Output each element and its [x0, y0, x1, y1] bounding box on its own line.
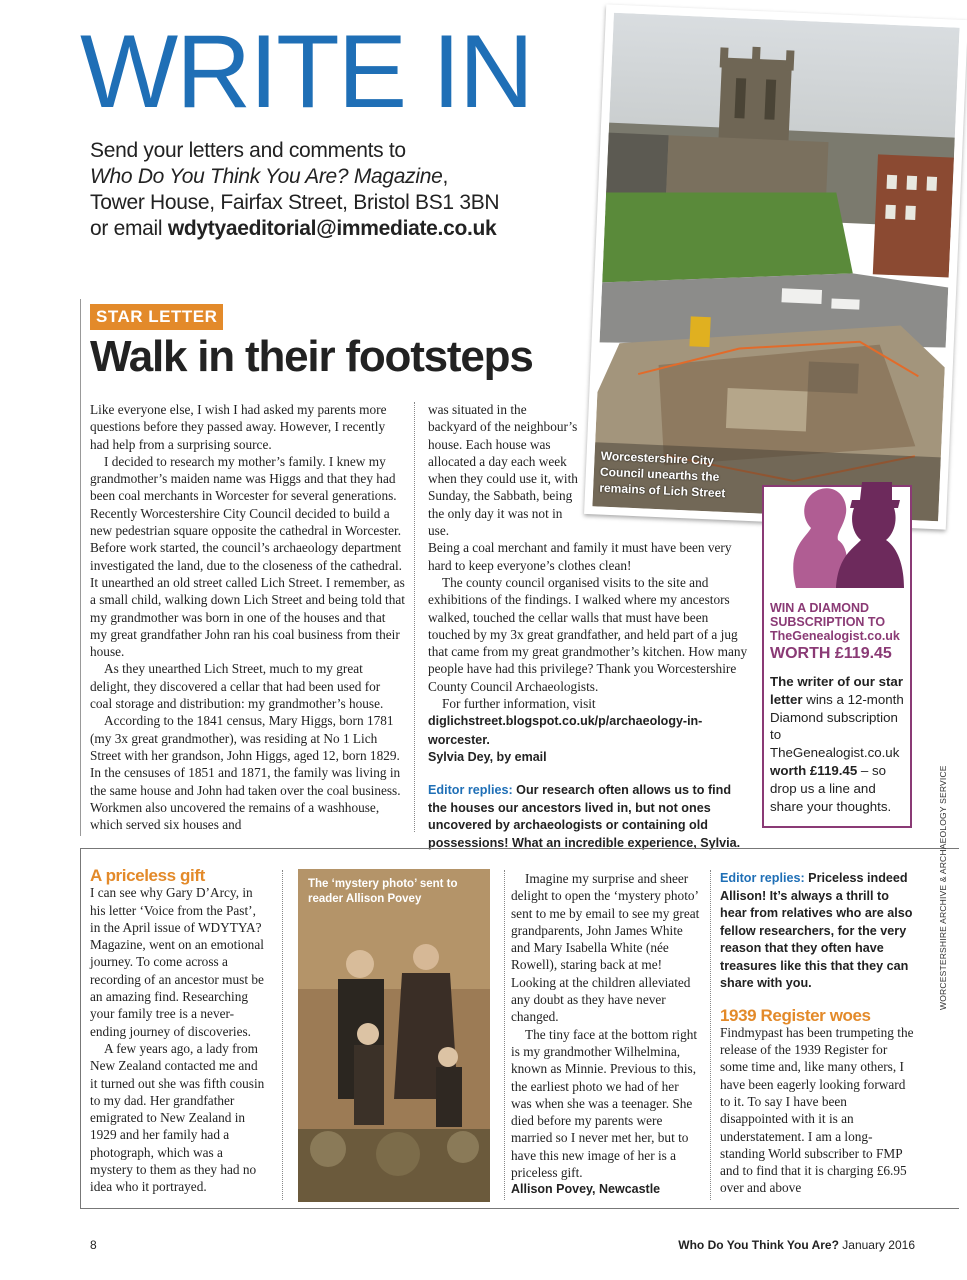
paragraph: For further information, visit diglichstreet.blogspot.co.uk/p/archaeology-in-worcester.: [428, 696, 703, 747]
paragraph: I can see why Gary D’Arcy, in his letter ‘Voice from the Past’, in the April issue of WDYTYA? Magazine, went on an emotional journey. To come across a recording of an ancestor must be an amazing find. Researching your family tree is a never-ending journey of discoveries.: [90, 885, 264, 1039]
body-bold: worth £119.45: [770, 762, 858, 778]
column-divider: [282, 870, 283, 1200]
paragraph: Like everyone else, I wish I had asked my parents more questions before they passed away. However, I recently had help from a surprising source.: [90, 402, 387, 452]
column-divider: [414, 402, 415, 832]
letter-signature: Sylvia Dey, by email: [428, 749, 547, 764]
footer-issue: January 2016: [838, 1238, 915, 1252]
photo-credit: WORCESTERSHIRE ARCHIVE & ARCHAEOLOGY SERVICE: [938, 765, 948, 1010]
paragraph: I decided to research my mother’s family. I knew my grandmother’s maiden name was Higgs and that they had been coal merchants in Worcester for several generations. Recently Worcestershire City Council decided to build a new pedestrian square opposite the cathedral in Worcester. Before work started, the council’s archaeology department investigated the land, due to the closeness of the cathedral. It unearthed an old street called Lich Street. I remember, as a small child, walking down Lich Street and being told that my grandmother was born in one of the houses and that my great grandfather John ran his coal business from their house.: [90, 453, 405, 660]
paragraph: Imagine my surprise and sheer delight to open the ‘mystery photo’ sent to me by email to see my great grandparents, John James White and Mary Isabella White (née Rowell), staring back at me! Looking at the children alleviated any doubt as they have never changed.: [511, 871, 700, 1025]
paragraph: Being a coal merchant and family it must have been very hard to keep everyone’s clothes clean!: [428, 540, 732, 573]
editor-reply: [720, 870, 915, 993]
body-bold: The writer of our star letter: [770, 674, 903, 707]
star-letter-column-2: [428, 401, 748, 852]
subscription-heading: WIN A DIAMOND SUBSCRIPTION TO: [770, 601, 886, 629]
postal-address: Tower House, Fairfax Street, Bristol BS1 3BN: [90, 191, 500, 214]
star-letter-rule: [80, 299, 81, 836]
link-intro: For further information, visit: [442, 696, 596, 712]
letter-signature: Allison Povey, Newcastle: [511, 1182, 661, 1197]
body-text: wins a 12-month Diamond subscription to TheGenealogist.co.uk: [770, 691, 904, 761]
submission-info: [90, 138, 610, 242]
subscription-text: [770, 601, 910, 815]
paragraph: A few years ago, a lady from New Zealand contacted me and it turned out she was fifth cousin to my dad. Her grandfather emigrated to New Zealand in 1929 and her family had a photograph, which was a mystery to them as they had no idea who it portrayed.: [90, 1040, 265, 1195]
star-letter-column-1: [90, 401, 405, 833]
page-title: WRITE IN: [80, 14, 532, 130]
paragraph: was situated in the backyard of the neighbour’s house. Each house was allocated a day each week when they could use it, with Sunday, the Sabbath, being the only day it was not in use.: [428, 402, 578, 539]
paragraph: The tiny face at the bottom right is my grandmother Wilhelmina, known as Minnie. Previous to this, the earliest photo we had of her was when she was a teenager. She died before my parents were married so I never met her, but to have this new image of her is a priceless gift.: [511, 1026, 698, 1181]
column-divider: [710, 870, 711, 1200]
email-prefix: or email: [90, 217, 168, 240]
editor-reply: [428, 782, 748, 852]
blog-link[interactable]: diglichstreet.blogspot.co.uk/p/archaeology-in-worcester: [428, 714, 703, 747]
footer-title: Who Do You Think You Are?: [678, 1238, 839, 1252]
family-portrait-image: [298, 869, 490, 1202]
paragraph: As they unearthed Lich Street, much to my great delight, they discovered a cellar that had been used for coal storage and distribution: my grandmother’s house.: [90, 661, 384, 712]
editor-reply-label: Editor replies:: [428, 783, 513, 798]
magazine-name: Who Do You Think You Are? Magazine: [90, 165, 443, 188]
silhouettes-icon: [776, 478, 906, 588]
magazine-line: [90, 164, 610, 190]
send-line: Send your letters and comments to: [90, 139, 406, 162]
page-number: 8: [90, 1238, 97, 1252]
photo-caption: Worcestershire City Council unearths the remains of Lich Street: [599, 448, 726, 501]
paragraph: Findmypast has been trumpeting the release of the 1939 Register for some time and, like many others, I have been eagerly looking forward to it. To say I have been disappointed with it is an understatement. I am a long-standing World subscriber to FMP and to find that it is charging £6.95 over and above: [720, 1024, 914, 1196]
subscription-body: [770, 673, 910, 815]
letter-priceless-gift-col2: [511, 870, 701, 1199]
column-divider: [504, 870, 505, 1200]
editor-reply-text: Our research often allows us to find the houses our ancestors lived in, but not ones uncovered by archaeologists or containing old possessions! What an incredible experience, Sylvia.: [428, 783, 741, 850]
paragraph: The county council organised visits to the site and exhibitions of the findings. I walked where my ancestors walked, touched the cellar walls that must have been touched by my 3x great grandfather, and held part of a jug that came from my great grandmother’s kitchen. How many people have had this privilege? Thank you Worcestershire County Council Archaeologists.: [428, 574, 748, 694]
star-letter-title: Walk in their footsteps: [90, 332, 533, 381]
letter-priceless-gift-col1: [90, 867, 265, 1196]
subscription-worth: WORTH £119.45: [770, 645, 892, 662]
body-text: – so drop us a line and share your thoughts.: [770, 762, 892, 814]
email-link[interactable]: wdytyaeditorial@immediate.co.uk: [167, 217, 497, 240]
comma: ,: [442, 165, 449, 188]
footer-magazine: [678, 1238, 915, 1252]
mystery-photo: [298, 869, 490, 1202]
email-line: [90, 216, 610, 242]
star-letter-badge: STAR LETTER: [90, 304, 223, 330]
editor-reply-label: Editor replies:: [720, 871, 805, 885]
mystery-photo-caption: The ‘mystery photo’ sent to reader Allison Povey: [308, 878, 458, 905]
paragraph: According to the 1841 census, Mary Higgs, born 1781 (my 3x great grandmother), was residing at No 1 Lich Street with her grandson, John Higgs, aged 12, born 1829. In the censuses of 1851 and 1871, the family was living in the same house and John had taken over the coal business. Workmen also uncovered the remains of a washhouse, which served six houses and: [90, 713, 401, 833]
letter-column-4: [720, 870, 915, 1197]
letter-heading: 1939 Register woes: [720, 1005, 871, 1025]
letter-heading: A priceless gift: [90, 866, 205, 885]
subscription-site: TheGenealogist.co.uk: [770, 629, 900, 643]
editor-reply-text: Priceless indeed Allison! It’s always a thrill to hear from relatives who are also fellow researchers, for the very reason that they often have treasures like this that they can share with you.: [720, 871, 913, 990]
